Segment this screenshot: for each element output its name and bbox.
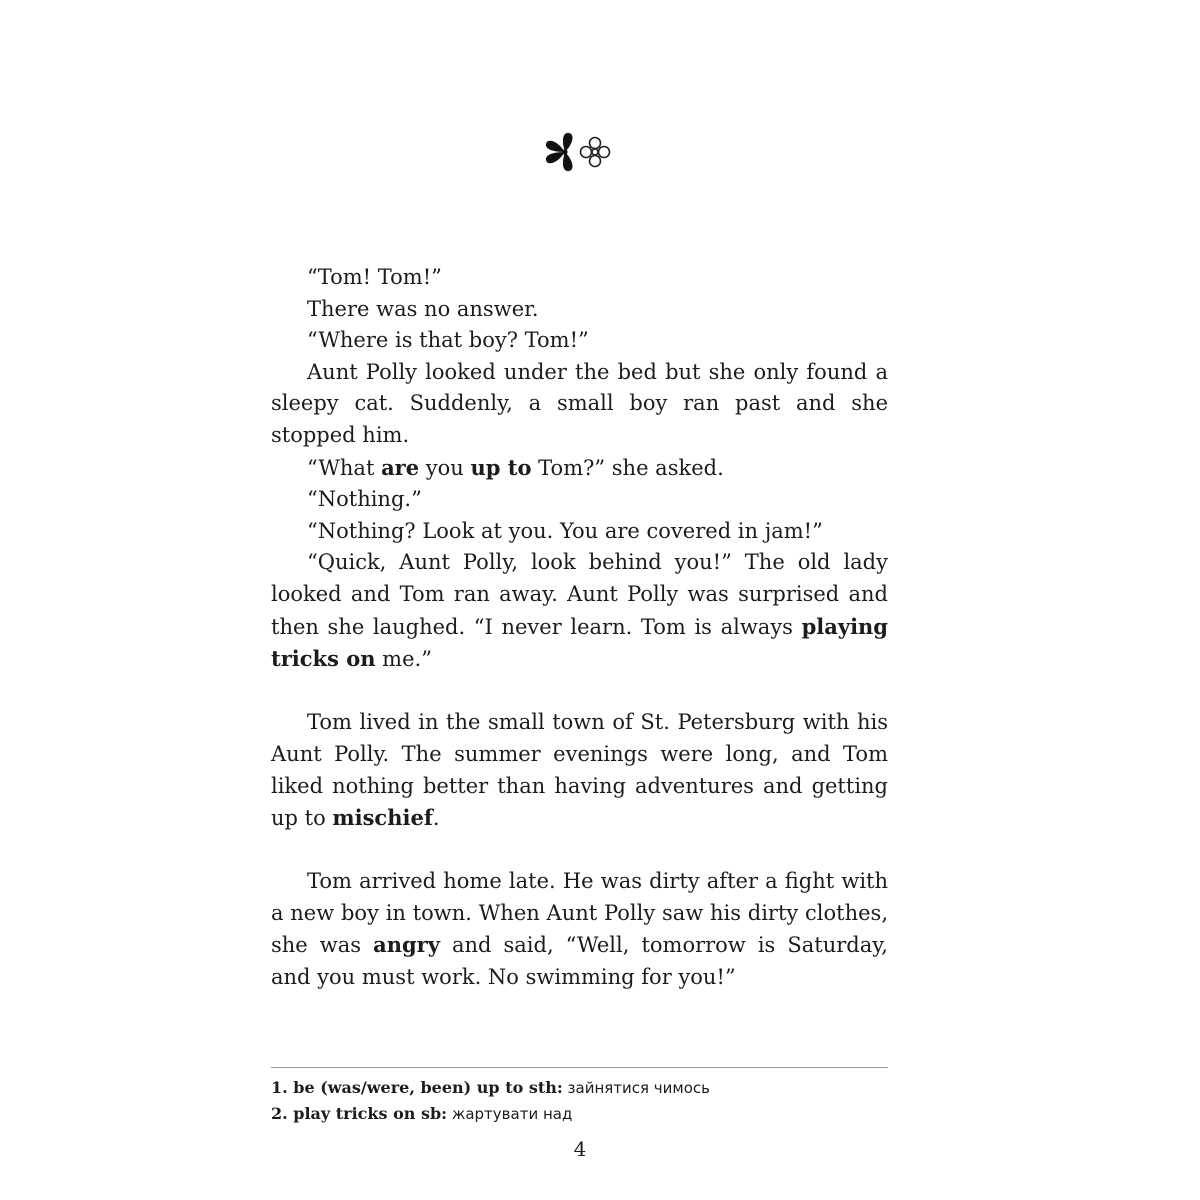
footnote-translation: жартувати над: [447, 1105, 573, 1123]
footnote-term: 1. be (was/were, been) up to sth:: [271, 1078, 563, 1097]
footnote-translation: зайнятися чимось: [562, 1079, 710, 1097]
paragraph: [271, 547, 888, 675]
text-run: “Nothing? Look at you. You are covered in jam!”: [307, 518, 823, 543]
text-run: “Where is that boy? Tom!”: [307, 328, 589, 353]
text-run: you: [419, 455, 471, 480]
vocabulary-term: are: [381, 454, 420, 480]
footnote-divider: [271, 1067, 888, 1068]
paragraph: [271, 357, 888, 452]
page-number: 4: [573, 1137, 587, 1161]
text-run: Tom arrived home late. He was dirty after a fight with a new boy in town. When Aunt Polly saw his dirty clothes, she was: [271, 869, 888, 958]
vocabulary-term: angry: [373, 932, 440, 958]
paragraph: [271, 325, 888, 357]
footnote-term: 2. play tricks on sb:: [271, 1104, 448, 1123]
text-run: and said, “Well, tomorrow is Saturday, and you must work. No swimming for you!”: [271, 933, 888, 990]
text-run: Tom?” she asked.: [531, 455, 724, 480]
text-run: Aunt Polly looked under the bed but she only found a sleepy cat. Suddenly, a small boy ran past and she stopped him.: [271, 359, 888, 447]
story-text: [271, 262, 888, 994]
text-run: me.”: [375, 647, 432, 672]
text-run: .: [432, 806, 440, 831]
text-run: There was no answer.: [307, 296, 539, 321]
vocabulary-term: playing tricks on: [271, 613, 888, 672]
text-run: “Nothing.”: [307, 487, 422, 512]
text-run: “Tom! Tom!”: [307, 265, 442, 289]
text-run: “What: [307, 455, 382, 480]
text-run: Tom lived in the small town of St. Petersburg with his Aunt Polly. The summer evenings were long, and Tom liked nothing better than having adventures and getting up to: [271, 710, 888, 831]
footnote-item: [271, 1101, 888, 1127]
paragraph: [271, 294, 888, 326]
paragraph: [271, 452, 888, 485]
paragraph: [271, 707, 888, 834]
text-run: “Quick, Aunt Polly, look behind you!” The old lady looked and Tom ran away. Aunt Polly was surprised and then she laughed. “I never learn. Tom is always: [271, 550, 888, 639]
footnotes: [271, 1075, 888, 1127]
paragraph: [271, 484, 888, 516]
vocabulary-term: up to: [470, 454, 532, 480]
footnote-item: [271, 1075, 888, 1101]
fleuron-ornament-icon: [543, 130, 615, 174]
paragraph: [271, 262, 888, 294]
vocabulary-term: mischief: [332, 805, 433, 831]
paragraph: [271, 866, 888, 993]
paragraph: [271, 516, 888, 548]
